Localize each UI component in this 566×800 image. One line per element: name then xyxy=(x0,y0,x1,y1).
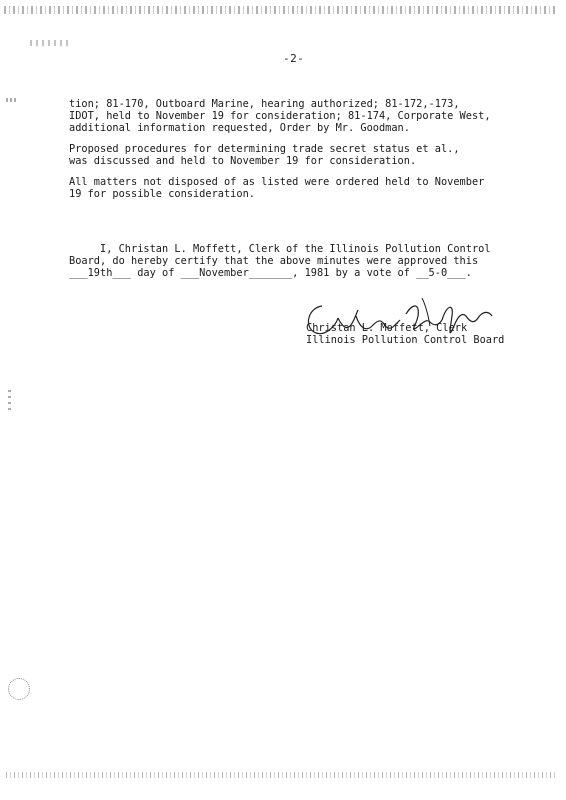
text-line: Proposed procedures for determining trade secret status et al., xyxy=(69,143,460,155)
scan-header-noise xyxy=(4,6,556,14)
signature-block xyxy=(306,322,504,346)
minutes-paragraph xyxy=(69,143,539,167)
punch-hole-mark xyxy=(8,678,30,700)
scan-mark xyxy=(30,40,70,46)
text-line: 19 for possible consideration. xyxy=(69,188,255,201)
text-line: tion; 81-170, Outboard Marine, hearing authorized; 81-172,-173, xyxy=(69,98,460,110)
text-line: additional information requested, Order by Mr. Goodman. xyxy=(69,122,410,135)
certification-paragraph xyxy=(69,243,539,280)
scan-footer-noise xyxy=(6,772,556,778)
margin-mark xyxy=(8,390,11,414)
page-number: -2- xyxy=(283,52,305,65)
text-line: was discussed and held to November 19 for consideration. xyxy=(69,155,417,168)
text-line: Board, do hereby certify that the above minutes were approved this xyxy=(69,255,479,268)
text-line: ___19th___ day of ___November_______, 1981 by a vote of __5-0___. xyxy=(69,267,472,280)
text-line: I, Christan L. Moffett, Clerk of the Illinois Pollution Control xyxy=(69,243,491,255)
clerk-organization: Illinois Pollution Control Board xyxy=(306,334,505,347)
text-line: IDOT, held to November 19 for consideration; 81-174, Corporate West, xyxy=(69,110,491,123)
text-line: All matters not disposed of as listed were ordered held to November xyxy=(69,176,485,188)
margin-mark xyxy=(6,98,18,102)
clerk-name: Christan L. Moffett, Clerk xyxy=(306,322,468,334)
minutes-paragraph xyxy=(69,176,539,200)
minutes-paragraph xyxy=(69,98,539,135)
